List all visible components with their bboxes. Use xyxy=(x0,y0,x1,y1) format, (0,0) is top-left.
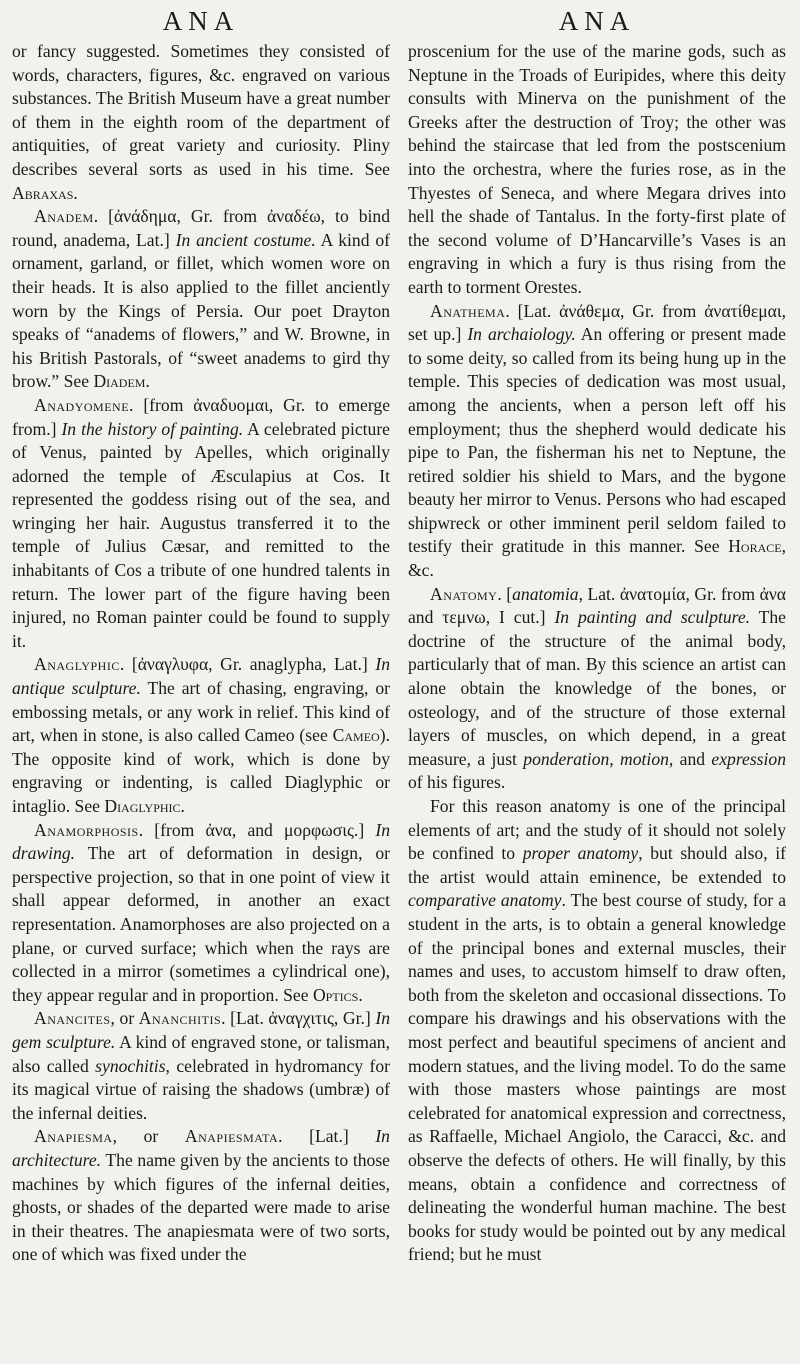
italic-text: proper anatomy xyxy=(522,843,639,864)
entry-headword: Anapiesmata xyxy=(184,1126,279,1147)
right-column xyxy=(408,0,786,1267)
italic-text: In ancient costume. xyxy=(175,229,316,250)
entry-headword: Ananchitis xyxy=(138,1008,222,1029)
entry-text: proscenium for the use of the marine gods, such as Neptune in the Troads of Euripides, where this deity consults with Minerva on the punishment of the Greeks after the destruction of Troy; the other was behind the staircase that led from the postscenium into the orchestra, where the furies rose, as in the Thyestes of Seneca, and where Megara drives into hell the shade of Tantalus. In the forty-first plate of the second volume of D’Hancarville’s Vases is an engraving in which a fury is thus rising from the earth to torment Orestes. xyxy=(408,41,786,297)
entry-headword: Anadem xyxy=(34,206,94,227)
entry-text: . [ xyxy=(497,583,513,604)
entry-headword: Anathema xyxy=(430,300,506,321)
entry-text: . [ἀναγλυφα, Gr. anaglypha, Lat.] xyxy=(119,654,376,675)
entry-text: , &c. xyxy=(408,536,786,581)
continued-paragraph xyxy=(12,40,390,205)
entry-text: . xyxy=(73,182,78,203)
left-column xyxy=(12,0,390,1267)
italic-text: In architecture. xyxy=(12,1126,390,1170)
entry-text: . The best course of study, for a student in the arts, is to obtain a general knowledge of the principal bones and external muscles, their names and uses, to accustom himself to draw often, both from the skeleton and occasional dissections. To compare his drawings and his observations with the most perfect and beautiful specimens of ancient and modern statues, and the living model. To do the same with those masters whose paintings are most celebrated for anatomical expression and correctness, as Raffaelle, Michael Angiolo, the Caracci, &c. and observe the defects of others. He will finally, by this means, obtain a confidence and correctness of delineating the wonderful human machine. The best books for study would be pointed out by any medical friend; but he must xyxy=(408,890,787,1265)
entry-text: . [Lat.] xyxy=(278,1126,376,1147)
dictionary-entry xyxy=(12,1125,390,1267)
italic-text: In antique sculpture. xyxy=(12,654,390,699)
entry-text: , celebrated in hydromancy for its magical virtue of raising the shadows (umbræ) of the infernal deities. xyxy=(12,1055,390,1123)
entry-text: . [ἀνάδημα, Gr. from ἀναδέω, to bind round, anadema, Lat.] xyxy=(12,206,390,250)
cross-reference: Horace xyxy=(728,536,782,557)
dictionary-entry xyxy=(408,795,786,1267)
entry-text: For this reason anatomy is one of the principal elements of art; and the study of it should not solely be confined to xyxy=(408,796,786,864)
entry-headword: Anaglyphic xyxy=(34,654,120,675)
entry-text: . xyxy=(180,796,185,816)
italic-text: ponderation, motion, xyxy=(523,748,674,769)
entry-text: . [from ἀναδυομαι, Gr. to emerge from.] xyxy=(12,394,390,439)
italic-text: comparative anatomy xyxy=(408,890,562,911)
entry-text: An offering or present made to some deity, so called from its being hung up in the temple. This species of dedication was most usual, among the ancients, when a person left off his employment; thus the shepherd would dedicate his pipe to Pan, the fisherman his net to Neptune, the retired soldier his shield to Mars, and the bygone beauty her mirror to Venus. Persons who had escaped shipwreck or other imminent peril seldom failed to testify their gratitude in this manner. See xyxy=(408,324,786,557)
dictionary-entry xyxy=(12,1007,390,1125)
italic-text: In gem sculpture. xyxy=(12,1008,390,1052)
dictionary-entry xyxy=(12,653,390,818)
italic-text: expression xyxy=(711,748,787,769)
dictionary-entry xyxy=(408,583,786,795)
running-head-right: ANA xyxy=(558,6,636,36)
entry-text: , Lat. ἀνατομία, Gr. from ἀνα and τεμνω, I cut.] xyxy=(408,583,787,628)
cross-reference: Optics xyxy=(312,984,359,1005)
entry-text: The art of chasing, engraving, or embossing metals, or any work in relief. This kind of art, when in stone, is also called Cameo (see xyxy=(12,678,390,746)
italic-text: In drawing. xyxy=(12,819,390,864)
cross-reference: Abraxas xyxy=(12,182,74,203)
entry-text: The doctrine of the structure of the animal body, particularly that of man. By this science an artist can alone obtain the knowledge of the bones, or osteology, and of the structure of those external layers of muscles, on which depend, in a great measure, a just xyxy=(408,607,786,769)
entry-headword: Anadyomene xyxy=(34,394,130,415)
entry-text: A kind of ornament, garland, or fillet, which women wore on their heads. It is also applied to the fillet anciently worn by the Kings of Persia. Our poet Drayton speaks of “anadems of flowers,” and W. Browne, in his British Pastorals, of “sweet anadems to gird thy brow.” See xyxy=(12,229,390,392)
italic-text: In painting and sculpture. xyxy=(554,607,751,628)
entry-text: , or xyxy=(110,1008,139,1029)
entry-headword: Anatomy xyxy=(430,583,498,604)
entry-headword: Anamorphosis xyxy=(34,819,139,840)
entry-text: . [Lat. ἀναγχιτις, Gr.] xyxy=(221,1008,376,1029)
dictionary-entry xyxy=(408,300,786,583)
entry-text: . [Lat. ἀνάθεμα, Gr. from ἀνατίθεμαι, set up.] xyxy=(408,300,786,345)
entry-text: . xyxy=(358,984,363,1005)
cross-reference: Diadem xyxy=(93,371,146,392)
italic-text: synochitis xyxy=(95,1055,166,1076)
entry-text: and xyxy=(673,748,712,769)
entry-text: , but should also, if the artist would attain eminence, be extended to xyxy=(408,843,786,887)
entry-text: or fancy suggested. Sometimes they consisted of words, characters, figures, &c. engraved on various substances. The British Museum have a great number of them in the eighth room of the department of antiquities, of great variety and curiosity. Pliny describes several sorts as used in his time. See xyxy=(12,41,390,179)
italic-text: anatomia xyxy=(512,583,579,604)
continued-paragraph xyxy=(408,40,786,300)
dictionary-entry xyxy=(12,394,390,654)
entry-text: A kind of engraved stone, or talisman, also called xyxy=(12,1031,390,1076)
cross-reference: Cameo xyxy=(332,725,380,746)
entry-headword: Anapiesma xyxy=(34,1126,113,1147)
entry-headword: Anancites xyxy=(34,1008,111,1029)
entry-text: The art of deformation in design, or perspective projection, so that in one point of view it shall appear deformed, in another an exact representation. Anamorphoses are also projected on a plane, or curved surface; which when the rays are collected in a mirror (sometimes a cylindrical one), they appear regular and in proportion. See xyxy=(12,843,390,1005)
cross-reference: Diaglyphic xyxy=(104,796,181,816)
entry-text: . xyxy=(145,371,150,392)
entry-text: ). The opposite kind of work, which is done by engraving or indenting, is called Diaglyphic or intaglio. See xyxy=(12,725,390,816)
entry-text: . [from ἀνα, and μορφωσις.] xyxy=(138,819,376,840)
italic-text: In archaiology. xyxy=(467,324,576,345)
right-column-text xyxy=(408,40,786,1267)
entry-text: A celebrated picture of Venus, painted by Apelles, which originally adorned the temple of Æsculapius at Cos. It represented the goddess rising out of the sea, and wringing her hair. Augustus transferred it to the temple of Julius Cæsar, and remitted to the inhabitants of Cos a tribute of one hundred talents in return. The lower part of the figure having been injured, no Roman painter could be found to supply it. xyxy=(12,418,390,651)
entry-text: , or xyxy=(112,1126,185,1147)
dictionary-entry xyxy=(12,819,390,1008)
running-head-left: ANA xyxy=(162,6,240,36)
italic-text: In the history of painting. xyxy=(61,418,244,439)
entry-text: of his figures. xyxy=(408,772,506,793)
left-column-text xyxy=(12,40,390,1267)
dictionary-entry xyxy=(12,205,390,394)
entry-text: The name given by the ancients to those machines by which figures of the infernal deities, ghosts, or shades of the departed were made to arise in their theatres. The anapiesmata were of two sorts, one of which was fixed under the xyxy=(12,1149,390,1265)
